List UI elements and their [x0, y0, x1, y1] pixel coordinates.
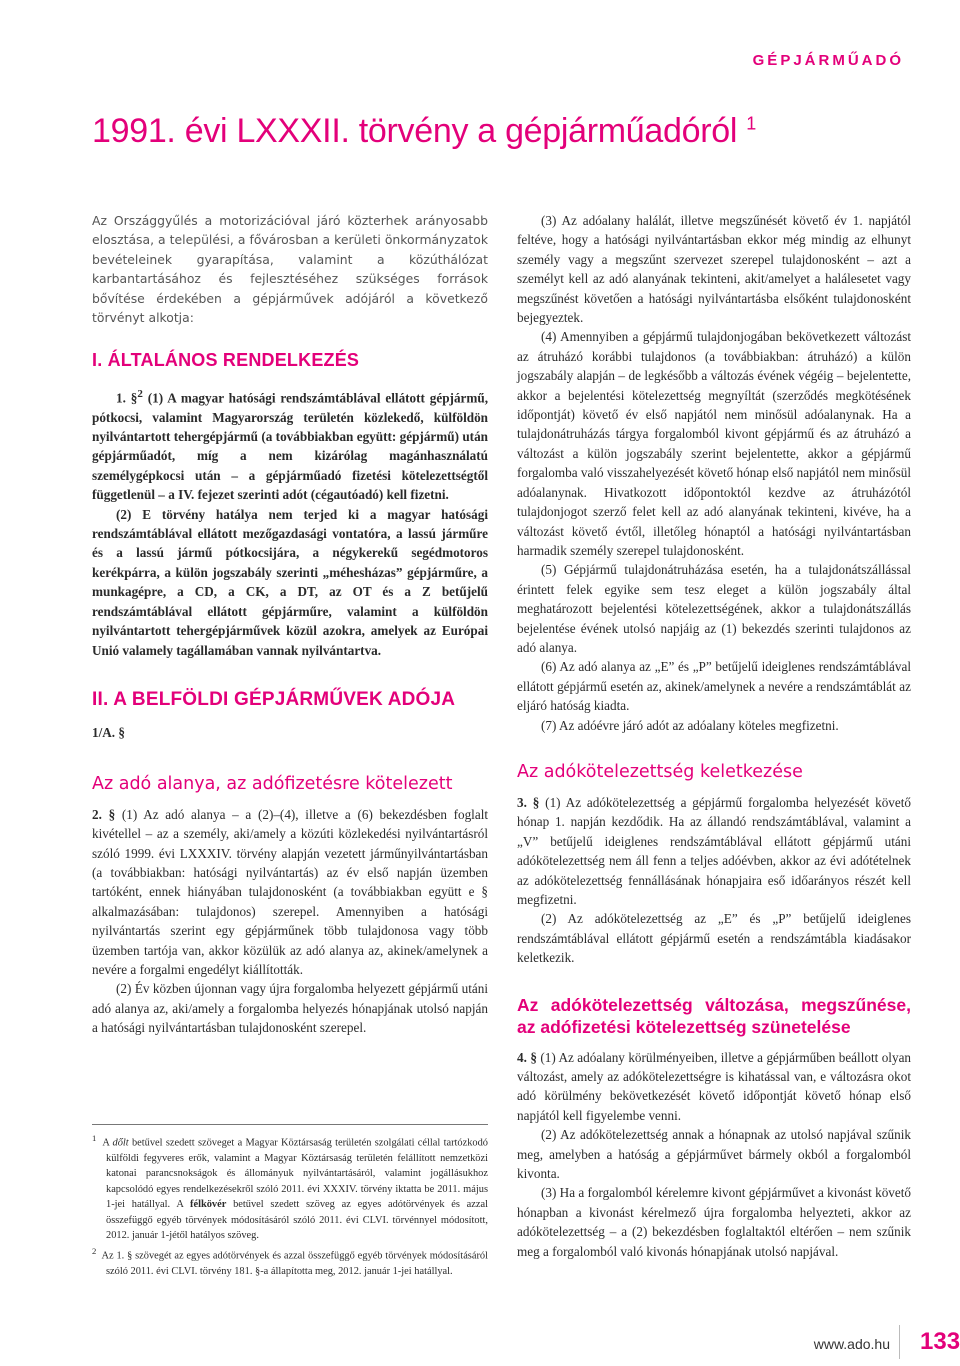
heading-domestic-vehicles: II. A BELFÖLDI GÉPJÁRMŰVEK ADÓJA [92, 688, 456, 710]
footnote-2-number: 2 [92, 1245, 97, 1256]
section-1a: 1/A. § [92, 725, 125, 741]
page-title-text: 1991. évi LXXXII. törvény a gépjárműadóról [92, 112, 738, 150]
section-2-paragraph-5: (5) Gépjármű tulajdonátruházása esetén, ha a tulajdonátszállással érintett felek egyike sem tesz eleget a külön jogszabály által meghatározott bejelentési kötelezettségének, akkor a tulajdonátszállás bejelentése évének utolsó napjáig az (1) bekezdés szerinti tulajdonos az adó alanya. [517, 562, 911, 655]
left-column [92, 211, 488, 1038]
page-title [92, 112, 756, 151]
section-4-text-1: (1) Az adóalany körülményeiben, illetve a gépjárműben beállott olyan változást, amely az adókötelezettségre is kihatással van, e változásra okot adó körülmény bekövetkezését követő időpontját követő hónap első napjától kell figyelembe venni. [517, 1049, 912, 1123]
footnote-1-text-a: A [102, 1137, 113, 1149]
footnotes [92, 1124, 488, 1279]
section-2-paragraph-1 [92, 805, 488, 980]
section-4-paragraph-2: (2) Az adókötelezettség annak a hónapnak az utolsó napjával szűnik meg, amelyben a hatóság a gépjárművet bármely okból a forgalomból kivonta. [517, 1127, 911, 1182]
page-number: 133 [920, 1328, 960, 1355]
section-1-paragraph-2: (2) E törvény hatálya nem terjed ki a magyar hatósági rendszámtáblával ellátott mezőgazdasági vontatóra, a lassú járműre és a lassú jármű pótkocsijára, a négykerekű segédmotoros kerékpárra, a külön jogszabály szerinti „méhesházas” gépjárműre, a munkagépre, a CD, a CK, a DT, az OT és a Z betűjelű rendszámtáblával ellátott gépjárműre, valamint a külföldön nyilvántartott tehergépjárművek közül azokra, amelyek az Európai Unió valamely tagállamában vannak nyilvántartva. [92, 506, 488, 658]
side-accent-bar [912, 0, 960, 1366]
footnote-2-text: Az 1. § szövegét az egyes adótörvények és azzal összefüggő egyéb törvények módosításáról szóló 2011. évi CLVI. törvény 181. §-a állapította meg, 2012. január 1-jei hatállyal. [101, 1250, 488, 1277]
right-column [517, 211, 911, 1261]
heading-general-provisions: I. ÁLTALÁNOS RENDELKEZÉS [92, 350, 360, 371]
section-4-paragraph-3: (3) Ha a forgalomból kérelemre kivont gépjárművet a kivonást követő hónapban a kivonást kérelmező újra forgalomba helyezteti, akkor az adókötelezettség – a (2) bekezdésben foglaltaktól eltérően – nem szűnik meg a forgalomból való kivonás hónapjának utolsó napjával. [517, 1185, 911, 1259]
footnote-1-text-c: betűvel szedett szöveg az egyes adótörvények és azzal összefüggő egyéb törvények módosításáról szóló 2011. évi CLVI. törvénnyel módosított, 2012. január 1-jétől hatályos szöveg. [106, 1199, 488, 1242]
section-1-text-1: (1) A magyar hatósági rendszámtáblával ellátott gépjármű, pótkocsi, valamint Magyarország területén közlekedő, külföldön nyilvántartott tehergépjármű (a továbbiakban együtt: gépjármű) után gépjárműadót, míg a nem kizárólag magánhasználatú személygépkocsi után – a gépjárműadó fizetési kötelezettségtől függetlenül – a IV. fejezet szerinti adót (cégautóadó) kell fizetni. [92, 390, 489, 503]
section-3-paragraph-2: (2) Az adókötelezettség az „E” és „P” betűjelű ideiglenes rendszámtáblával ellátott gépjármű esetén a rendszámtábla kiadásakor keletkezik. [517, 911, 911, 966]
footnote-1-italic: dőlt [112, 1137, 129, 1149]
section-3-paragraph-1 [517, 793, 911, 909]
section-2-paragraph-7: (7) Az adóévre járó adót az adóalany köteles megfizetni. [541, 717, 839, 733]
section-3-number: 3. § [517, 794, 540, 810]
footnote-1 [92, 1131, 488, 1244]
section-tag: GÉPJÁRMŰADÓ [752, 52, 904, 69]
section-2-paragraph-2: (2) Év közben újonnan vagy újra forgalomba helyezett gépjármű utáni adó alanya az, aki/amely a forgalomba helyezés hónapjának utolsó napján a hatósági nyilvántartásban tulajdonosként szerepel. [92, 981, 488, 1036]
heading-obligation-start: Az adókötelezettség keletkezése [517, 761, 803, 782]
section-1-paragraph-1 [92, 385, 488, 505]
footnote-1-text-b: betűvel szedett szöveget a Magyar Köztársaság területén szolgálati céllal tartózkodó külföldi fegyveres erők, valamint a Magyar Köztársaság területén felállított nemzetközi katonai parancsnokságok és állományuk nyilvántartásáról, valamint jogállásukhoz kapcsolódó egyes rendelkezésekről szóló 2011. évi XXXIV. törvény iktatta be 2011. május 1-jei hatállyal. A [106, 1137, 488, 1211]
heading-obligation-change: Az adókötelezettség változása, megszűnése, az adófizetési kötelezettség szünetelése [517, 994, 911, 1037]
footnote-1-number: 1 [92, 1133, 97, 1143]
section-2-text-1: (1) Az adó alanya – a (2)–(4), illetve a (6) bekezdésben foglalt kivétellel – az a személy, aki/amely a közúti közlekedési nyilvántartásról szóló 1999. évi LXXXIV. törvény alapján vezetett járműnyilvántartásban (a továbbiakban: hatósági nyilvántartás) az év első napján üzemben tartóként, ennek hiányában tulajdonosként (a továbbiakban együtt e § alkalmazásában: tulajdonos) szerepel. Amennyiben a hatósági nyilvántartás szerint egy gépjárműnek több tulajdonosa vagy több üzemben tartója van, akkor közülük az adó alanya az, akinek/amelynek a nevére a forgalmi engedélyt kiállították. [92, 806, 489, 977]
section-4-number: 4. § [517, 1049, 537, 1065]
section-2-paragraph-3: (3) Az adóalany halálát, illetve megszűnését követő év 1. napjától feltéve, hogy a hatósági nyilvántartásban ekkor még mindig az elhunyt személy vagy a megszűnt szervezet szerepel tulajdonosként – azt a személyt kell az adó alanyának tekinteni, akit/amelyet a halálesetet vagy megszűnést követően a hatósági nyilvántartásba elsőként tulajdonosként bejegyeztek. [517, 213, 911, 326]
section-2-number: 2. § [92, 806, 116, 822]
preamble: Az Országgyűlés a motorizációval járó közterhek arányosabb elosztása, a települési, a fővárosban a kerületi önkormányzatok bevételeinek gyarapítása, valamint a közúthálózat karbantartásához és fejlesztéséhez szükséges források bővítése érdekében a gépjárművek adójáról a következő törvényt alkotja: [92, 213, 488, 326]
footer-website-link[interactable]: www.ado.hu [813, 1336, 890, 1352]
section-2-paragraph-6: (6) Az adó alanya az „E” és „P” betűjelű ideiglenes rendszámtáblával ellátott gépjármű esetén az, akinek/amelynek a nevére a rendszámtáblát az eljáró hatóság kiadta. [517, 659, 911, 714]
section-4-paragraph-1 [517, 1048, 911, 1126]
section-1-number: 1. § [116, 390, 138, 406]
section-3-text-1: (1) Az adókötelezettség a gépjármű forgalomba helyezését követő hónap 1. napján kezdődik. Ha az állandó rendszámtáblával, valamint a „V” betűjelű ideiglenes rendszámtáblával ellátott gépjármű utáni adókötelezettség nem áll fenn a teljes adóévben, akkor az évi adótételnek az adókötelezettség fennállásának hónapjaira eső időarányos részét kell megfizetni. [517, 794, 911, 907]
footnote-1-bold: félkövér [190, 1199, 227, 1211]
footer-divider [899, 1325, 900, 1359]
section-2-paragraph-4: (4) Amennyiben a gépjármű tulajdonjogában bekövetkezett változást az átruházó korábbi tulajdonos (a továbbiakban: átruházó) a külön jogszabály alapján – de legkésőbb a változás évének végéig – bejelentette, akkor a bejelentési kötelezettség megnyíltát (szerződés megkötésének időpontját) követő év első napjától nem minősül adóalanynak. Ha a tulajdonátruházás tárgya forgalomból kivont gépjármű és az átruházó a változást a külön jogszabály szerint bejelentette, akkor a gépjármű forgalomba való visszahelyezését követő hónap első napjától nem minősül adóalanynak. Hivatkozott időpontoktól kezdve az átruházótól tulajdonjogot szerző felet kell az adó alanyának tekinteni, kivéve, ha a változást követő évtől, illetőleg hónaptól a hatósági nyilvántartásban harmadik személy szerepel tulajdonosként. [517, 329, 911, 558]
heading-tax-subject: Az adó alanya, az adófizetésre kötelezett [92, 773, 453, 794]
section-1-footnote-ref[interactable]: 2 [137, 387, 143, 400]
title-footnote-ref[interactable]: 1 [746, 113, 756, 134]
footnote-2 [92, 1244, 488, 1279]
